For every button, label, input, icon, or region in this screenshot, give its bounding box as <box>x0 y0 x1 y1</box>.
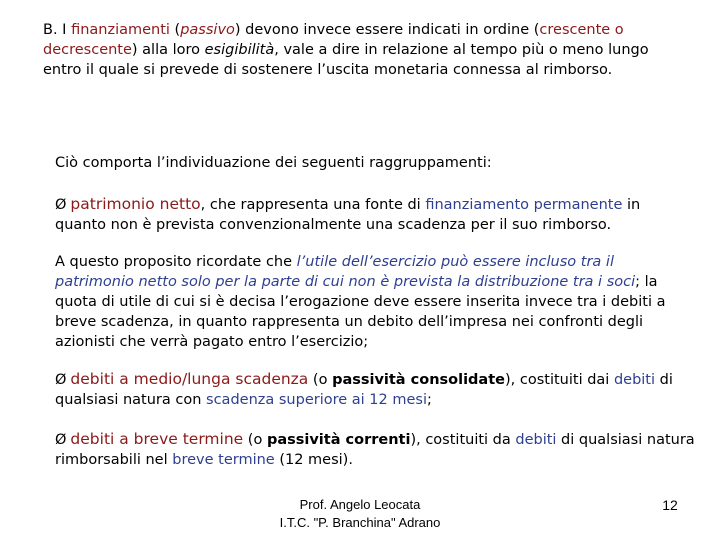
item-bold-term: passività correnti <box>266 432 411 448</box>
note-highlight: l’utile dell’esercizio può essere incluso tra il patrimonio netto solo per la parte di cui non è prevista la distribuzione tra i soci <box>55 254 636 290</box>
footer-author: Prof. Angelo Leocata <box>299 497 421 512</box>
item-highlight: debiti <box>613 372 656 388</box>
item-heading: debiti a breve termine <box>70 430 244 448</box>
intro-text: ) alla loro <box>131 42 205 58</box>
intro-crescente: crescente <box>539 22 611 38</box>
note-paragraph <box>55 252 695 352</box>
item-bold-term: passività consolidate <box>332 372 505 388</box>
intro-text: o <box>610 22 624 38</box>
arrow-bullet-icon: Ø <box>55 197 67 213</box>
item-text: di qualsiasi natura rimborsabili nel <box>55 432 695 468</box>
item-highlight: scadenza superiore ai 12 mesi <box>206 392 427 408</box>
footer <box>240 496 480 532</box>
arrow-bullet-icon: Ø <box>55 372 67 388</box>
arrow-bullet-icon: Ø <box>55 432 67 448</box>
item-highlight: breve termine <box>172 452 275 468</box>
item-text: , che rappresenta una fonte di <box>200 197 426 213</box>
intro-text: , vale a dire in relazione al tempo più o meno lungo entro il quale si prevede di sostenere l’uscita monetaria connessa al rimborso. <box>43 42 649 78</box>
item-text: ), costituiti dai <box>505 372 614 388</box>
item-text: (o <box>243 432 267 448</box>
footer-school: I.T.C. "P. Branchina" Adrano <box>279 515 441 530</box>
list-item-debiti-medio-lunga <box>55 369 695 410</box>
intro-text: ) devono invece essere indicati in ordine ( <box>234 22 540 38</box>
item-text: in quanto non è prevista convenzionalmente una scadenza per il suo rimborso. <box>55 197 641 233</box>
intro-esigibilita: esigibilità <box>204 42 275 58</box>
item-text: (o <box>308 372 333 388</box>
item-highlight: debiti <box>515 432 557 448</box>
item-text: di qualsiasi natura con <box>55 372 673 408</box>
item-text: (12 mesi). <box>274 452 353 468</box>
intro-finanziamenti: finanziamenti <box>71 22 170 38</box>
intro-text: ( <box>169 22 181 38</box>
intro-paragraph <box>43 20 683 80</box>
intro-text: B. I <box>43 22 72 38</box>
page-number: 12 <box>662 497 678 513</box>
item-text: ), costituiti da <box>410 432 516 448</box>
item-heading: patrimonio netto <box>70 195 201 213</box>
note-text: A questo proposito ricordate che <box>55 254 297 270</box>
intro-decrescente: decrescente <box>43 42 132 58</box>
note-text: ; la quota di utile di cui si è decisa l’erogazione deve essere inserita invece tra i debiti a breve scadenza, in quanto rappresenta un debito dell’impresa nei confronti degli azionisti che verrà pagato entro l’esercizio; <box>55 274 666 350</box>
list-item-debiti-breve <box>55 429 695 470</box>
list-item-patrimonio-netto <box>55 194 695 235</box>
item-highlight: finanziamento permanente <box>425 197 623 213</box>
item-text: ; <box>426 392 432 408</box>
intro-passivo: passivo <box>180 22 235 38</box>
lead-sentence: Ciò comporta l’individuazione dei seguenti raggruppamenti: <box>55 155 492 171</box>
item-heading: debiti a medio/lunga scadenza <box>70 370 309 388</box>
